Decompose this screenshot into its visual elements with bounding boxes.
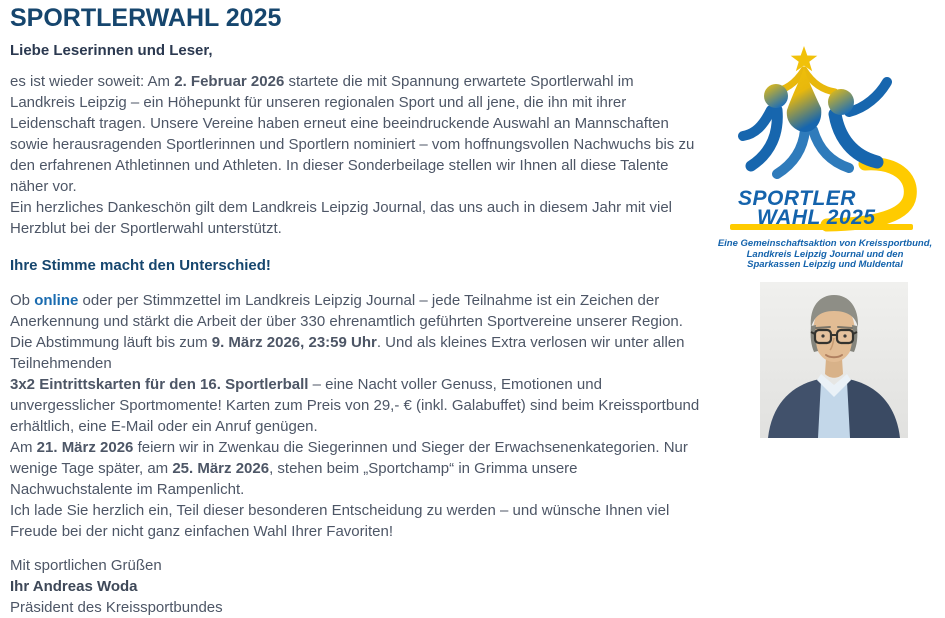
athletes-figure-icon [743, 68, 887, 174]
text-segment: startete die mit Spannung erwartete Sportlerwahl im Landkreis Leipzig – ein Höhepunkt für unseren regionalen Sport und all jene, die ihn mit ihrer Leidenschaft tragen. Unsere Vereine haben erneut eine beeindruckende Auswahl an Mannschaften sowie herausragenden Sportlerinnen und Sportlern nominiert – vom hoffnungsvollen Nachwuchs bis zu den erfahrenen Athletinnen und Athleten. In dieser Sonderbeilage stellen wir Ihnen all diese Talente näher vor. [10, 73, 695, 195]
text-segment: Ein herzliches Dankeschön gilt dem Landkreis Leipzig Journal, das uns auch in diesem Jahr mit viel Herzblut bei der Sportlerwahl unterstützt. [10, 199, 673, 237]
text-segment: 9. März 2026, 23:59 Uhr [211, 334, 377, 351]
portrait-photo [760, 282, 908, 438]
text-segment: 2. Februar 2026 [174, 73, 285, 90]
logo-caption [712, 239, 938, 271]
page-title: SPORTLERWAHL 2025 [10, 4, 282, 32]
text-segment: – eine Nacht voller Genuss, Emotionen und unvergesslicher Sportmomente! Karten zum Preis von 29,- € (inkl. Galabuffet) sind beim Kreissportbund erhältlich, eine E-Mail oder ein Anruf genügen. [10, 376, 700, 435]
text-segment: es ist wieder soweit: Am [10, 73, 175, 90]
text-segment: , stehen beim „Sportchamp“ in Grimma unsere Nachwuchstalente im Rampenlicht. [10, 460, 578, 498]
logo-line1: SPORTLER [738, 187, 856, 210]
subheading-your-vote: Ihre Stimme macht den Unterschied! [10, 257, 271, 274]
signoff-role: Präsident des Kreissportbundes [10, 599, 223, 616]
text-segment: Am [10, 439, 37, 456]
article-column [10, 3, 702, 618]
online-voting-link[interactable]: online [34, 292, 79, 309]
logo-caption-line: Landkreis Leipzig Journal und den [746, 248, 904, 260]
logo-caption-line: Sparkassen Leipzig und Muldental [747, 259, 903, 270]
logo-caption-line: Eine Gemeinschaftsaktion von Kreissportbund, [717, 238, 933, 249]
text-segment: Ob [10, 292, 35, 309]
text-segment: Ich lade Sie herzlich ein, Teil dieser besonderen Entscheidung zu werden – und wünsche Ihnen viel Freude bei der nicht ganz einfachen Wahl Ihrer Favoriten! [10, 502, 670, 540]
greeting-line: Liebe Leserinnen und Leser, [10, 42, 213, 59]
text-segment: 3x2 Eintrittskarten für den 16. Sportlerball [10, 376, 309, 393]
signoff-block [10, 555, 702, 618]
text-segment: 21. März 2026 [36, 439, 134, 456]
text-segment: . Und als kleines Extra verlosen wir unter allen Teilnehmenden [10, 334, 685, 372]
paragraph-voting [10, 290, 702, 542]
text-segment: oder per Stimmzettel im Landkreis Leipzig Journal – jede Teilnahme ist ein Zeichen der Anerkennung und stärkt die Arbeit der über 330 ehrenamtlich geführten Sportvereine unserer Region. [10, 292, 683, 330]
portrait-photo-svg [760, 282, 908, 438]
text-segment: Die Abstimmung läuft bis zum [10, 334, 212, 351]
paragraph-intro [10, 71, 702, 239]
text-segment: feiern wir in Zwenkau die Siegerinnen und Sieger der Erwachsenenkategorien. Nur wenige Tage später, am [10, 439, 688, 477]
signoff-regards: Mit sportlichen Grüßen [10, 557, 162, 574]
signoff-name: Ihr Andreas Woda [10, 578, 138, 595]
sportlerwahl-logo [727, 38, 917, 236]
logo-line2: WAHL 2025 [757, 206, 876, 229]
text-segment: 25. März 2026 [172, 460, 270, 477]
sportlerwahl-logo-svg [727, 38, 917, 236]
